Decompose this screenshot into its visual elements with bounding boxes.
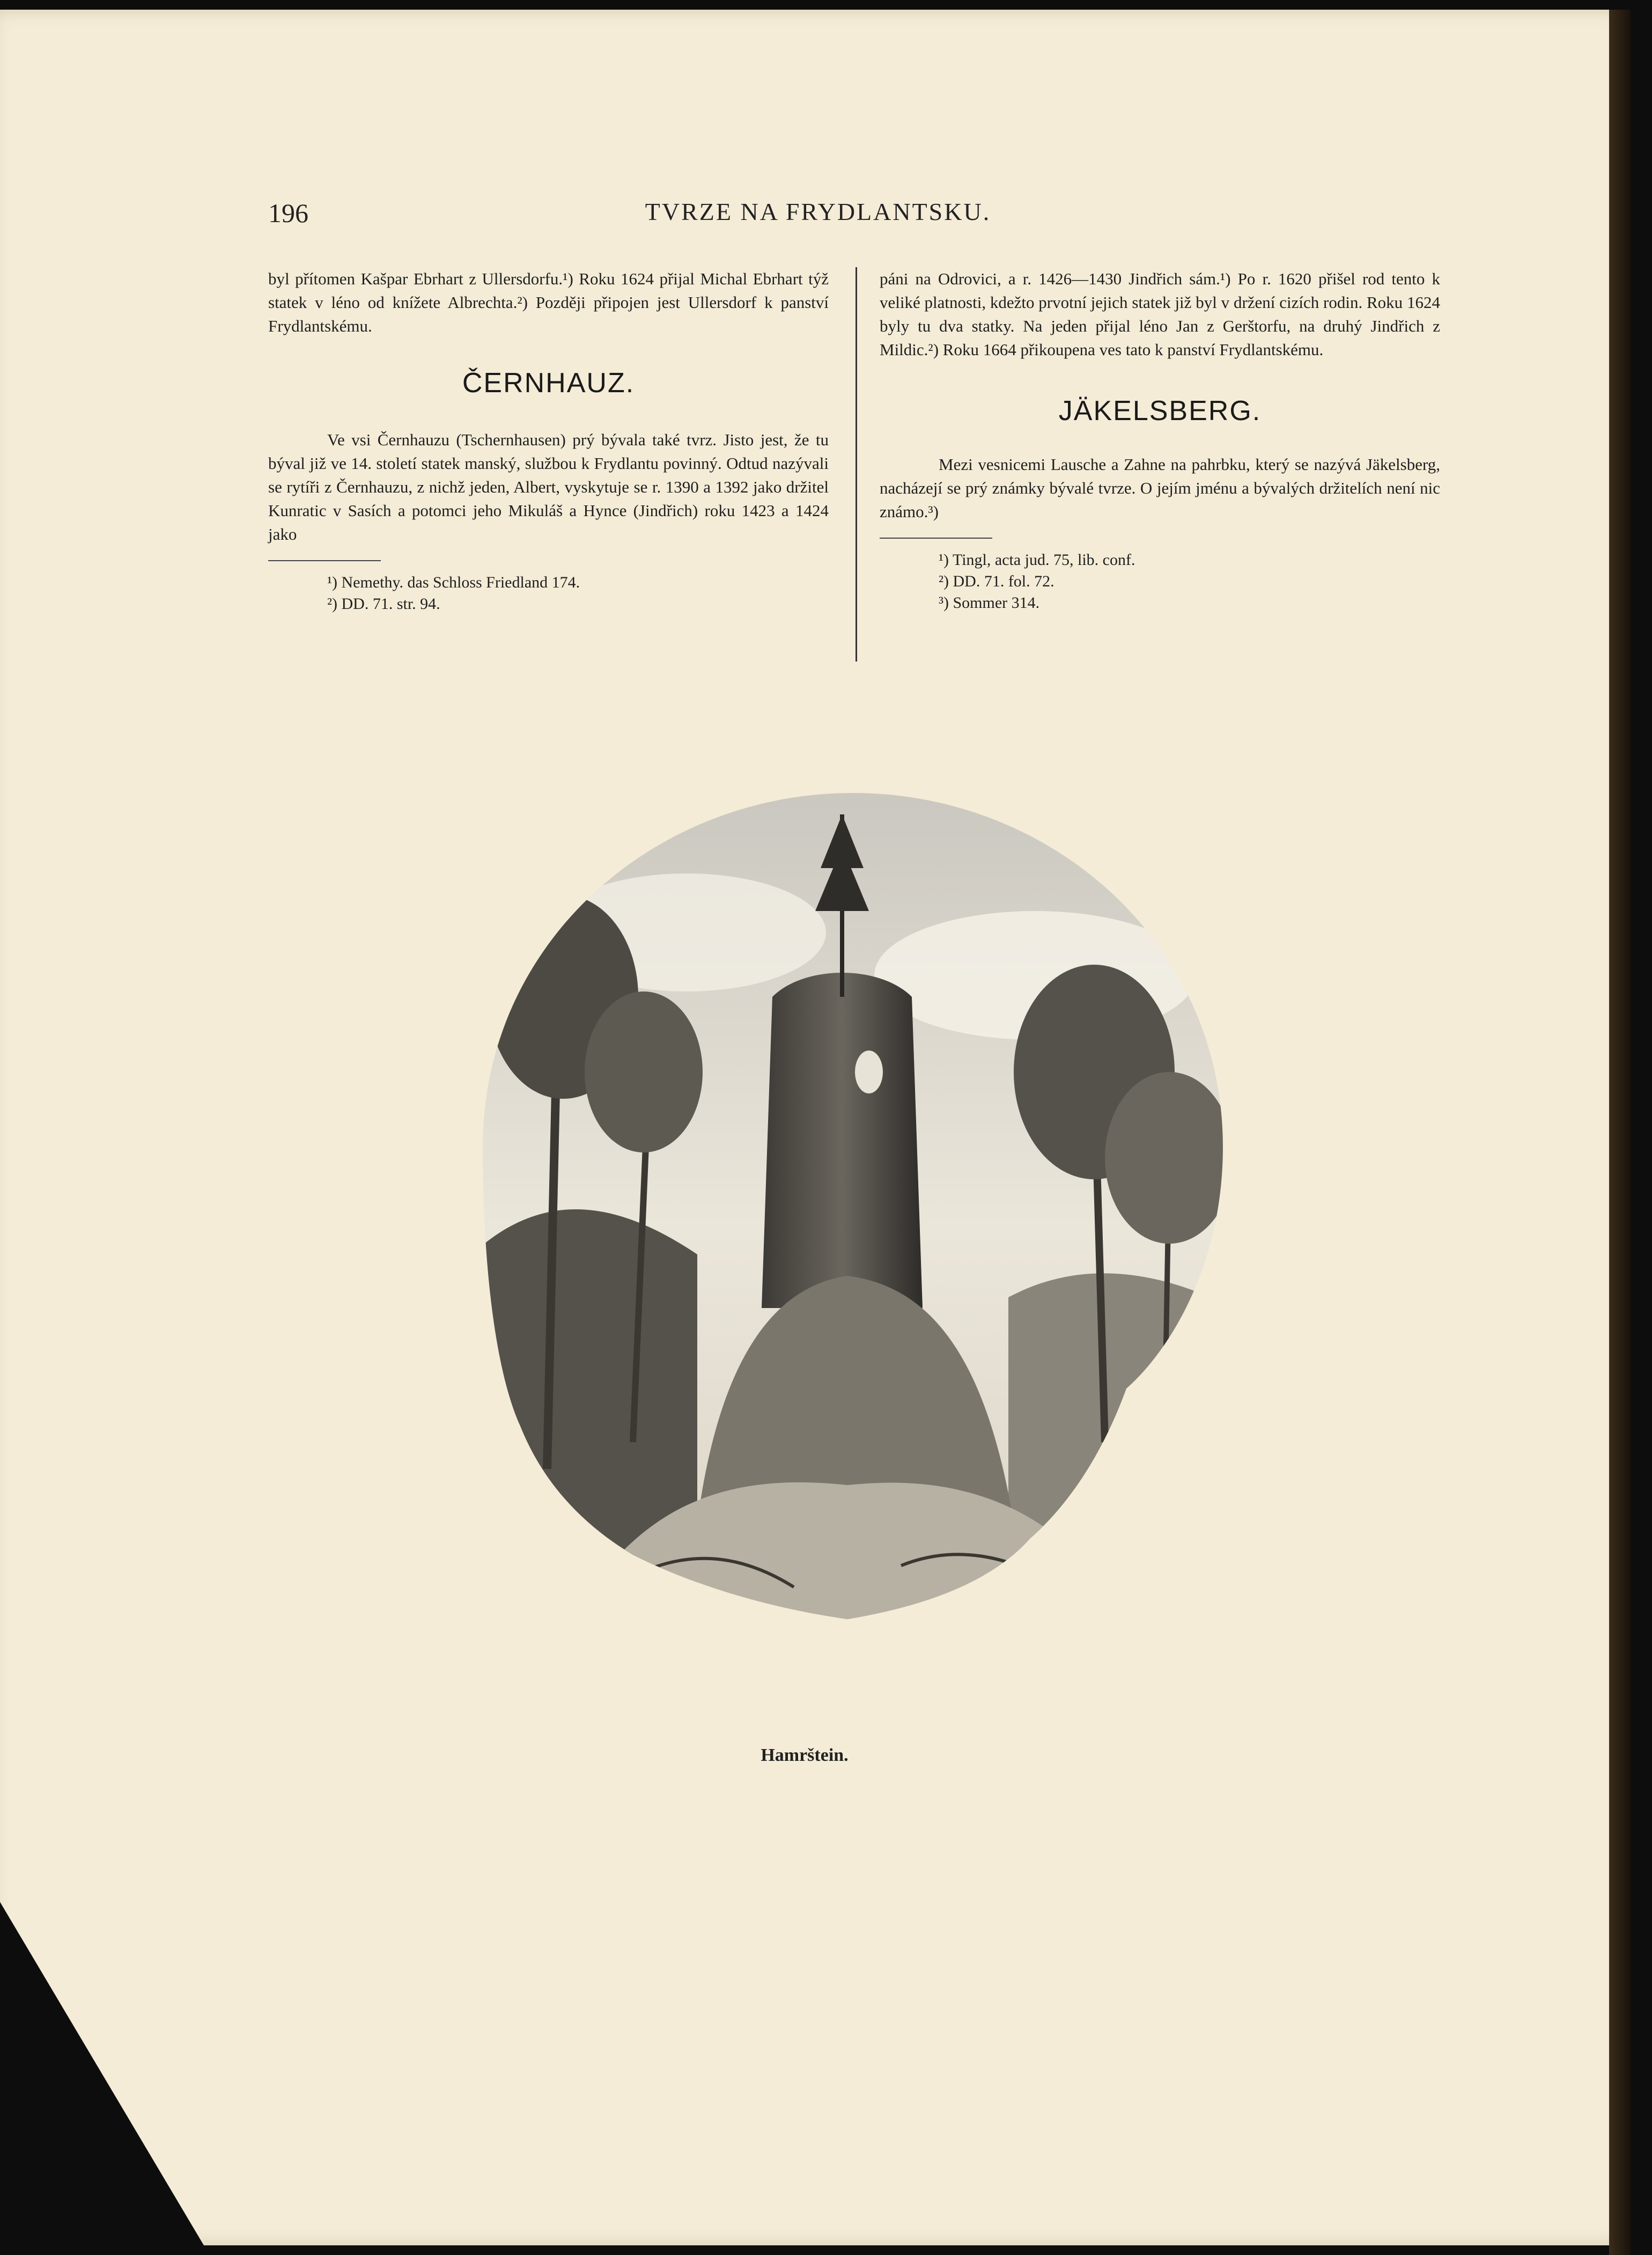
hamrstein-illustration <box>472 772 1234 1684</box>
tree-foliage <box>585 991 703 1152</box>
book-page <box>0 10 1631 2245</box>
vignette-scene <box>472 772 1234 1684</box>
hill-left <box>472 1209 697 1684</box>
footnote: ²) DD. 71. fol. 72. <box>939 572 1054 590</box>
right-intro-paragraph: páni na Odrovici, a r. 1426—1430 Jindřich sám.¹) Po r. 1620 přišel rod tento k veliké platnosti, kdežto prvotní jejich statek již byl v držení cizích rodin. Roku 1624 byly tu dva statky. Na jeden přijal léno Jan z Gerštorfu, na druhý Jindřich z Mildic.²) Roku 1664 přikoupena ves tato k panství Frydlantskému. <box>880 269 1440 359</box>
tower-window <box>855 1051 883 1093</box>
footnote-rule <box>268 560 381 561</box>
footnote: ¹) Nemethy. das Schloss Friedland 174. <box>327 574 580 591</box>
footnote: ³) Sommer 314. <box>939 594 1040 612</box>
right-column <box>880 267 1440 614</box>
cernhauz-paragraph: Ve vsi Černhauzu (Tschernhausen) prý bývala také tvrz. Jisto jest, že tu býval již ve 14. století statek manský, službou k Frydlantu povinný. Odtud nazývali se rytíři z Černhauzu, z nichž jeden, Albert, vyskytuje se r. 1390 a 1392 jako držitel Kunratic v Sasích a potomci jeho Mikuláš a Hynce (Jindřich) roku 1423 a 1424 jako <box>268 430 829 543</box>
column-divider <box>856 267 857 662</box>
tree-foliage <box>1105 1072 1234 1244</box>
left-column-text <box>268 267 829 615</box>
ruined-tower <box>762 973 923 1308</box>
running-title: TVRZE NA FRYDLANTSKU. <box>645 198 991 225</box>
section-heading-jakelsberg: JÄKELSBERG. <box>1058 395 1262 427</box>
jakelsberg-paragraph: Mezi vesnicemi Lausche a Zahne na pahrbku, který se nazývá Jäkelsberg, nacházejí se prý známky bývalé tvrze. O jejím jménu a bývalých držitelích není nic známo.³) <box>880 455 1440 521</box>
left-column <box>268 267 829 615</box>
left-footnotes <box>268 572 829 615</box>
section-heading-cernhauz: ČERNHAUZ. <box>462 368 635 399</box>
hill-right <box>1008 1273 1234 1684</box>
page-number: 196 <box>268 198 308 228</box>
footnote: ¹) Tingl, acta jud. 75, lib. conf. <box>939 551 1135 569</box>
footnote: ²) DD. 71. str. 94. <box>327 595 440 613</box>
page-edge <box>1609 10 1631 2255</box>
right-column-text <box>880 267 1440 614</box>
right-footnotes <box>880 549 1440 614</box>
illustration-caption: Hamrštein. <box>761 1745 849 1765</box>
footnote-rule <box>880 538 992 539</box>
running-head <box>268 197 1368 240</box>
left-intro-paragraph: byl přítomen Kašpar Ebrhart z Ullersdorfu.¹) Roku 1624 přijal Michal Ebrhart týž statek v léno od knížete Albrechta.²) Později připojen jest Ullersdorf k panství Frydlantskému. <box>268 269 829 335</box>
corner-shadow <box>0 1902 204 2245</box>
